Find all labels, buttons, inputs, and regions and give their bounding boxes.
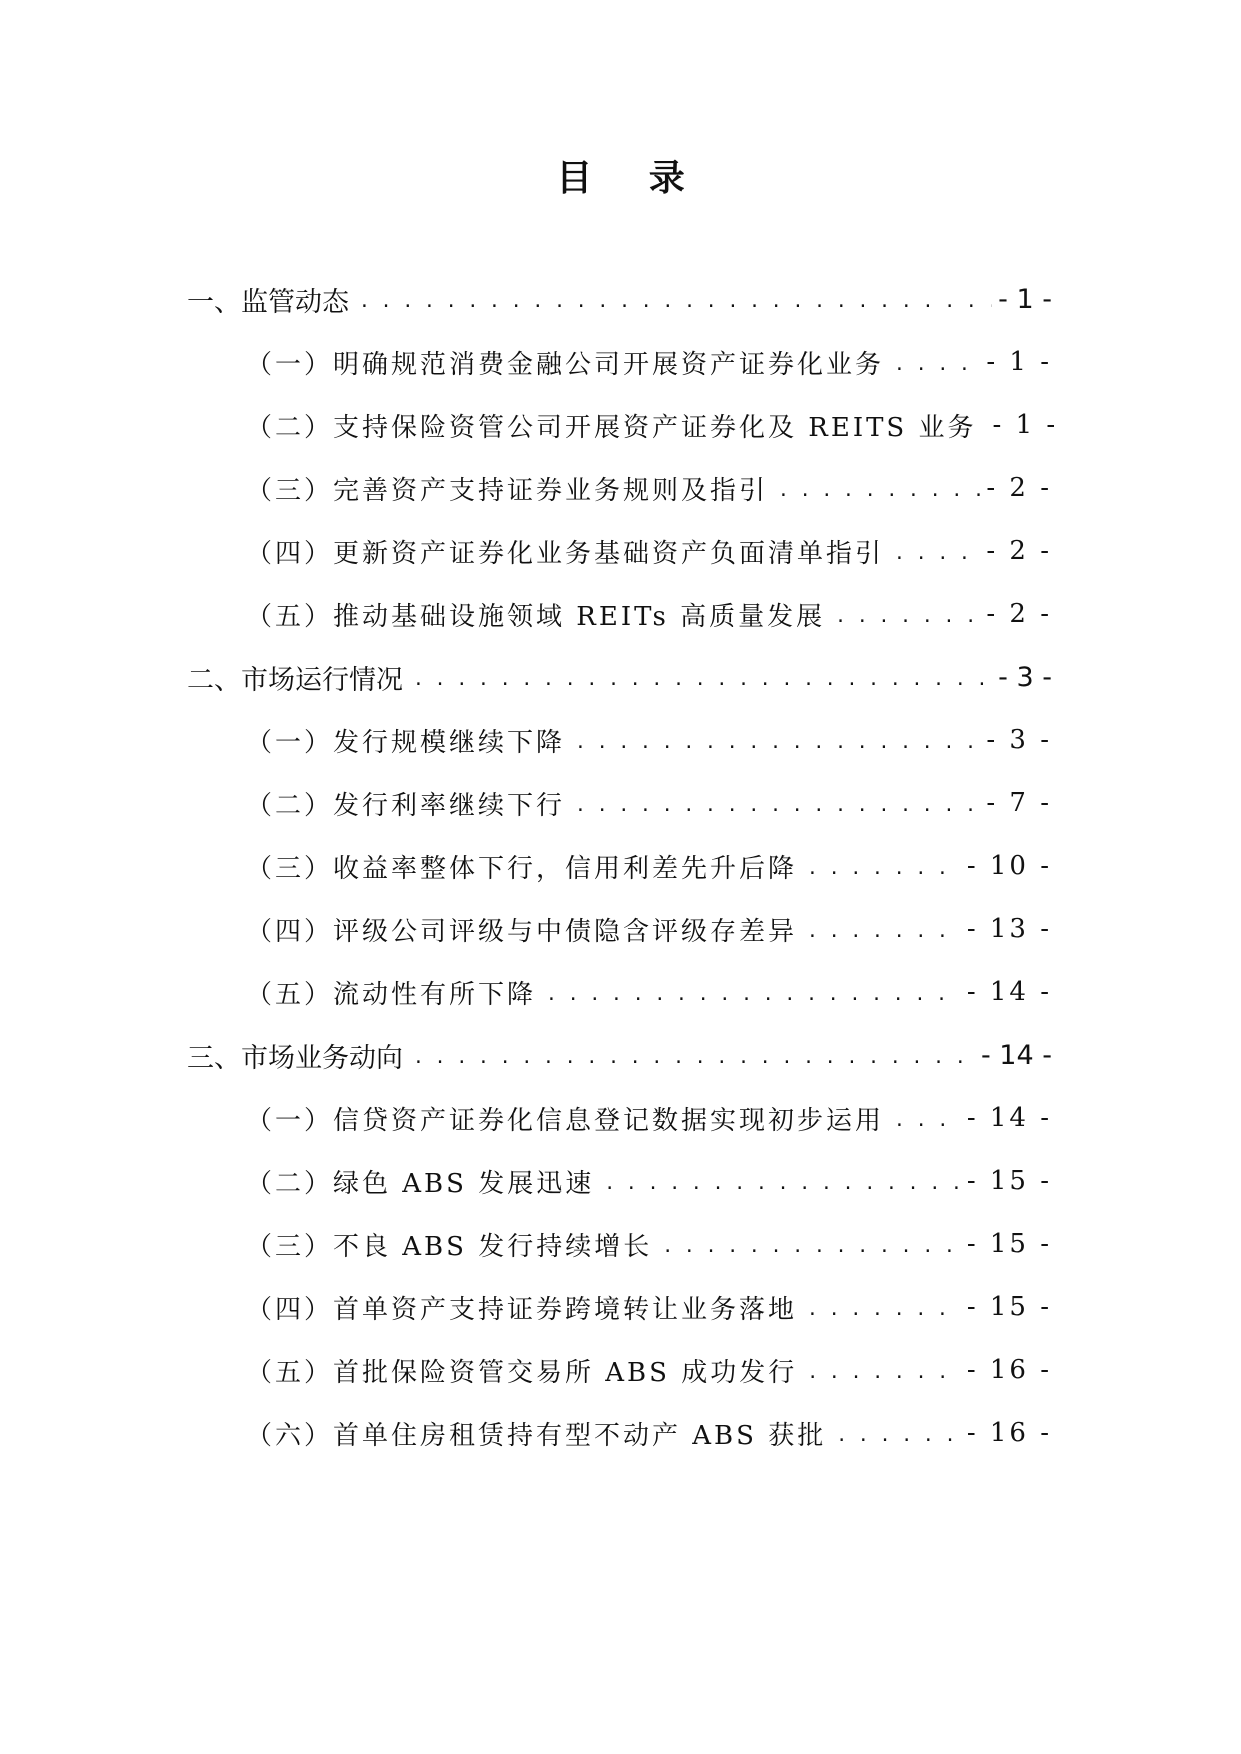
toc-entry-page: - 10 - [966, 851, 1052, 881]
toc-entry[interactable] [246, 970, 1052, 1014]
toc-entry-page: - 3 - [986, 725, 1052, 755]
toc-entry-page: - 16 - [966, 1418, 1052, 1448]
toc-dot-leader [359, 284, 992, 314]
toc-entry-label: 一、监管动态 [187, 286, 349, 318]
toc-dot-leader [894, 536, 980, 566]
toc-dot-leader [413, 1040, 975, 1070]
toc-entry[interactable] [187, 1033, 1052, 1077]
toc-entry-label: （五）推动基础设施领域 REITs 高质量发展 [246, 601, 826, 632]
toc-dot-leader [836, 1418, 961, 1448]
toc-entry-page: - 15 - [966, 1292, 1052, 1322]
toc-entry-label: （三）完善资产支持证券业务规则及指引 [246, 475, 769, 506]
toc-entry-page: - 14 - [966, 977, 1052, 1007]
toc-entry-page: - 15 - [966, 1166, 1052, 1196]
toc-entry-page: - 13 - [966, 914, 1052, 944]
page-title: 目 录 [556, 157, 707, 199]
toc-entry[interactable] [246, 907, 1052, 951]
toc-dot-leader [894, 347, 980, 377]
toc-entry-label: （三）不良 ABS 发行持续增长 [246, 1231, 653, 1262]
toc-entry-page: - 2 - [986, 599, 1052, 629]
toc-entry[interactable] [246, 718, 1052, 762]
toc-entry[interactable] [187, 277, 1052, 321]
toc-entry[interactable] [246, 1096, 1052, 1140]
toc-entry-page: - 1 - [992, 410, 1059, 440]
toc-entry-label: （一）发行规模继续下降 [246, 727, 566, 758]
toc-dot-leader [807, 1355, 961, 1385]
toc-entry[interactable] [246, 844, 1052, 888]
toc-entry-page: - 1 - [986, 347, 1052, 377]
toc-entry-label: （五）流动性有所下降 [246, 979, 537, 1010]
toc-dot-leader [662, 1229, 961, 1259]
toc-dot-leader [778, 473, 980, 503]
toc-entry[interactable] [246, 1159, 1052, 1203]
toc-dot-leader [894, 1103, 961, 1133]
toc-entry-page: - 7 - [986, 788, 1052, 818]
toc-entry-label: （三）收益率整体下行，信用利差先升后降 [246, 853, 798, 884]
toc-entry[interactable] [246, 529, 1052, 573]
toc-entry-label: （二）绿色 ABS 发展迅速 [246, 1168, 595, 1199]
toc-entry-page: - 1 - [998, 283, 1052, 315]
toc-dot-leader [807, 914, 961, 944]
toc-entry-label: （四）评级公司评级与中债隐含评级存差异 [246, 916, 798, 947]
toc-entry-label: （四）首单资产支持证券跨境转让业务落地 [246, 1294, 798, 1325]
toc-entry-label: （二）支持保险资管公司开展资产证券化及 REITS 业务 [246, 412, 977, 443]
toc-entry-label: （一）明确规范消费金融公司开展资产证券化业务 [246, 349, 885, 380]
toc-entry-page: - 15 - [966, 1229, 1052, 1259]
toc-dot-leader [546, 977, 961, 1007]
toc-dot-leader [807, 1292, 961, 1322]
toc-entry-page: - 2 - [986, 536, 1052, 566]
toc-entry-label: （五）首批保险资管交易所 ABS 成功发行 [246, 1357, 798, 1388]
toc-dot-leader [413, 662, 992, 692]
toc-entry[interactable] [246, 781, 1052, 825]
toc-entry-label: 二、市场运行情况 [187, 664, 403, 696]
toc-entry-page: - 3 - [998, 661, 1052, 693]
toc-dot-leader [575, 725, 980, 755]
toc-entry[interactable] [246, 592, 1052, 636]
toc-dot-leader [575, 788, 980, 818]
toc-entry-page: - 14 - [980, 1039, 1052, 1071]
toc-entry-page: - 2 - [986, 473, 1052, 503]
toc-entry[interactable] [246, 1348, 1052, 1392]
toc-dot-leader [604, 1166, 961, 1196]
toc-entry-page: - 16 - [966, 1355, 1052, 1385]
toc-entry-label: （一）信贷资产证券化信息登记数据实现初步运用 [246, 1105, 885, 1136]
toc-entry[interactable] [246, 340, 1052, 384]
toc-entry[interactable] [187, 655, 1052, 699]
toc-entry[interactable] [246, 1411, 1052, 1455]
toc-entry-label: 三、市场业务动向 [187, 1042, 403, 1074]
toc-entry[interactable] [246, 466, 1052, 510]
toc-dot-leader [835, 599, 980, 629]
toc-entry[interactable] [246, 1285, 1052, 1329]
toc-entry[interactable] [246, 403, 1059, 447]
toc-entry-label: （六）首单住房租赁持有型不动产 ABS 获批 [246, 1420, 827, 1451]
toc-entry[interactable] [246, 1222, 1052, 1266]
toc-entry-label: （四）更新资产证券化业务基础资产负面清单指引 [246, 538, 885, 569]
toc-entry-label: （二）发行利率继续下行 [246, 790, 566, 821]
toc-dot-leader [807, 851, 961, 881]
toc-entry-page: - 14 - [966, 1103, 1052, 1133]
